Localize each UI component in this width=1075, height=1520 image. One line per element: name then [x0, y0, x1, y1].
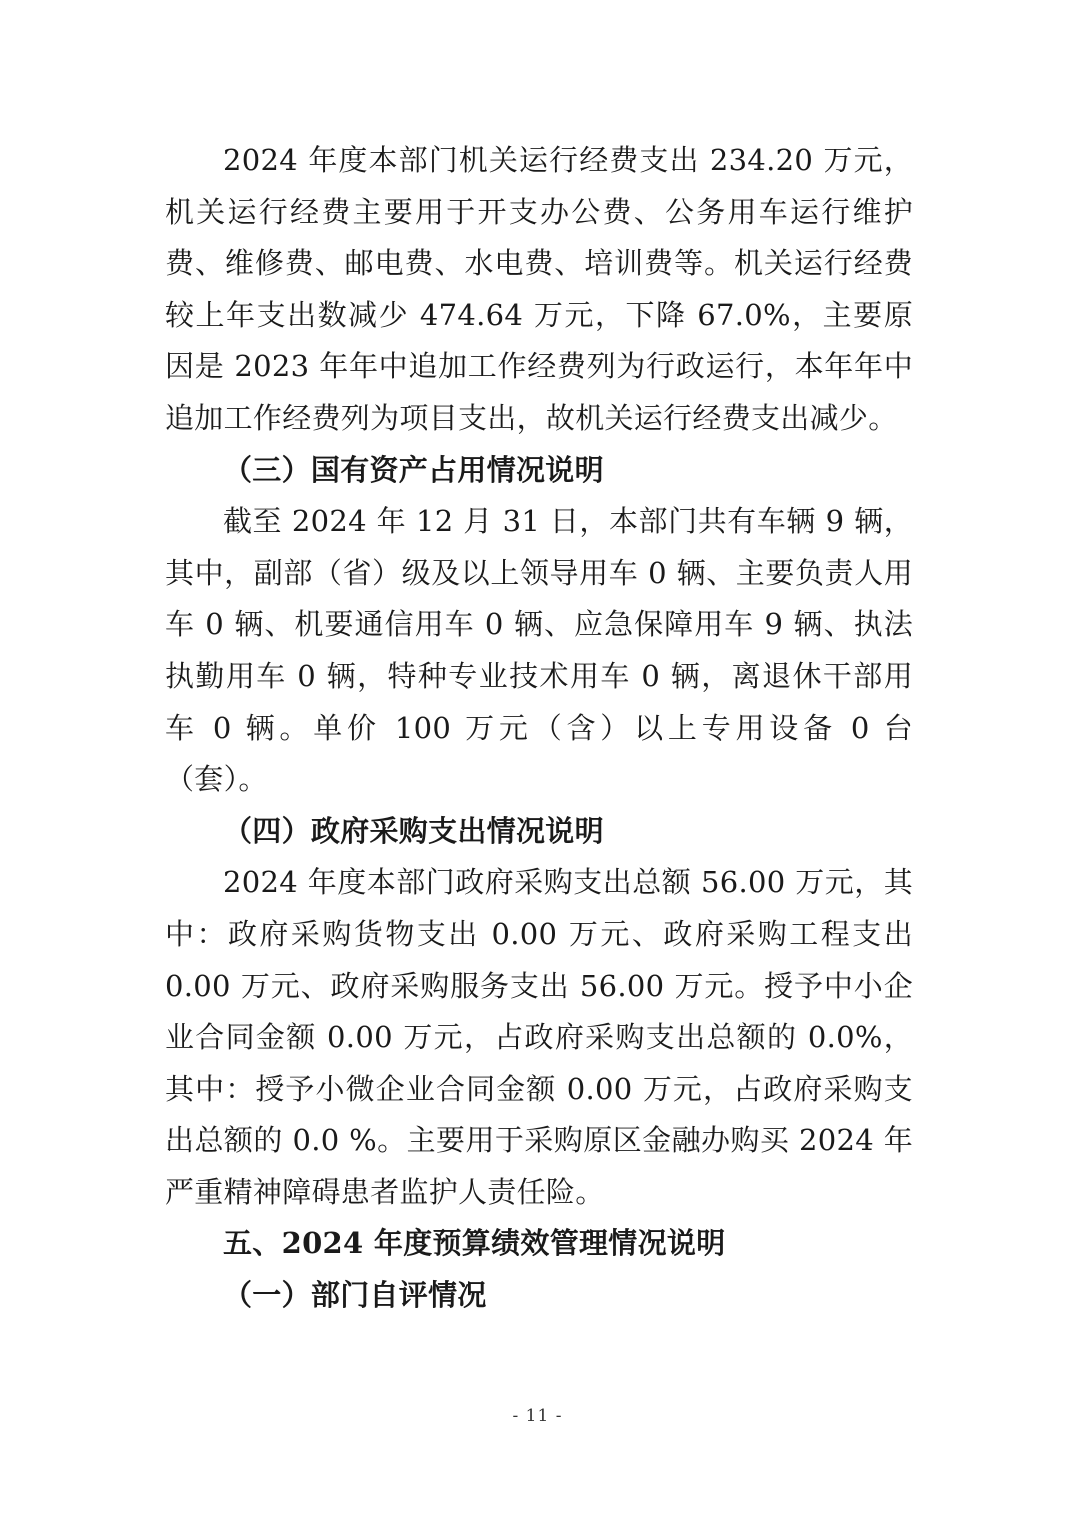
- paragraph-state-assets: 截至 2024 年 12 月 31 日，本部门共有车辆 9 辆，其中，副部（省）级及以上领导用车 0 辆、主要负责人用车 0 辆、机要通信用车 0 辆、应急保障用车 9 辆、执法执勤用车 0 辆，特种专业技术用车 0 辆，离退休干部用车 0 辆。单价 100 万元（含）以上专用设备 0 台（套）。: [165, 504, 913, 797]
- page-body: [165, 135, 913, 1322]
- heading-performance-management: 五、2024 年度预算绩效管理情况说明: [223, 1226, 726, 1261]
- paragraph-government-procurement: 2024 年度本部门政府采购支出总额 56.00 万元，其中：政府采购货物支出 0.00 万元、政府采购工程支出 0.00 万元、政府采购服务支出 56.00 万元。授予中小企业合同金额 0.00 万元，占政府采购支出总额的 0.0%，其中：授予小微企业合同金额 0.00 万元，占政府采购支出总额的 0.0 %。主要用于采购原区金融办购买 2024 年严重精神障碍患者监护人责任险。: [165, 865, 913, 1209]
- heading-government-procurement: （四）政府采购支出情况说明: [223, 813, 604, 848]
- page-number: - 11 -: [512, 1406, 563, 1426]
- paragraph-operating-expenses: 2024 年度本部门机关运行经费支出 234.20 万元，机关运行经费主要用于开支办公费、公务用车运行维护费、维修费、邮电费、水电费、培训费等。机关运行经费较上年支出数减少 474.64 万元，下降 67.0%，主要原因是 2023 年年中追加工作经费列为行政运行，本年年中追加工作经费列为项目支出，故机关运行经费支出减少。: [165, 143, 913, 435]
- heading-state-assets: （三）国有资产占用情况说明: [223, 452, 604, 487]
- heading-self-evaluation: （一）部门自评情况: [223, 1278, 487, 1313]
